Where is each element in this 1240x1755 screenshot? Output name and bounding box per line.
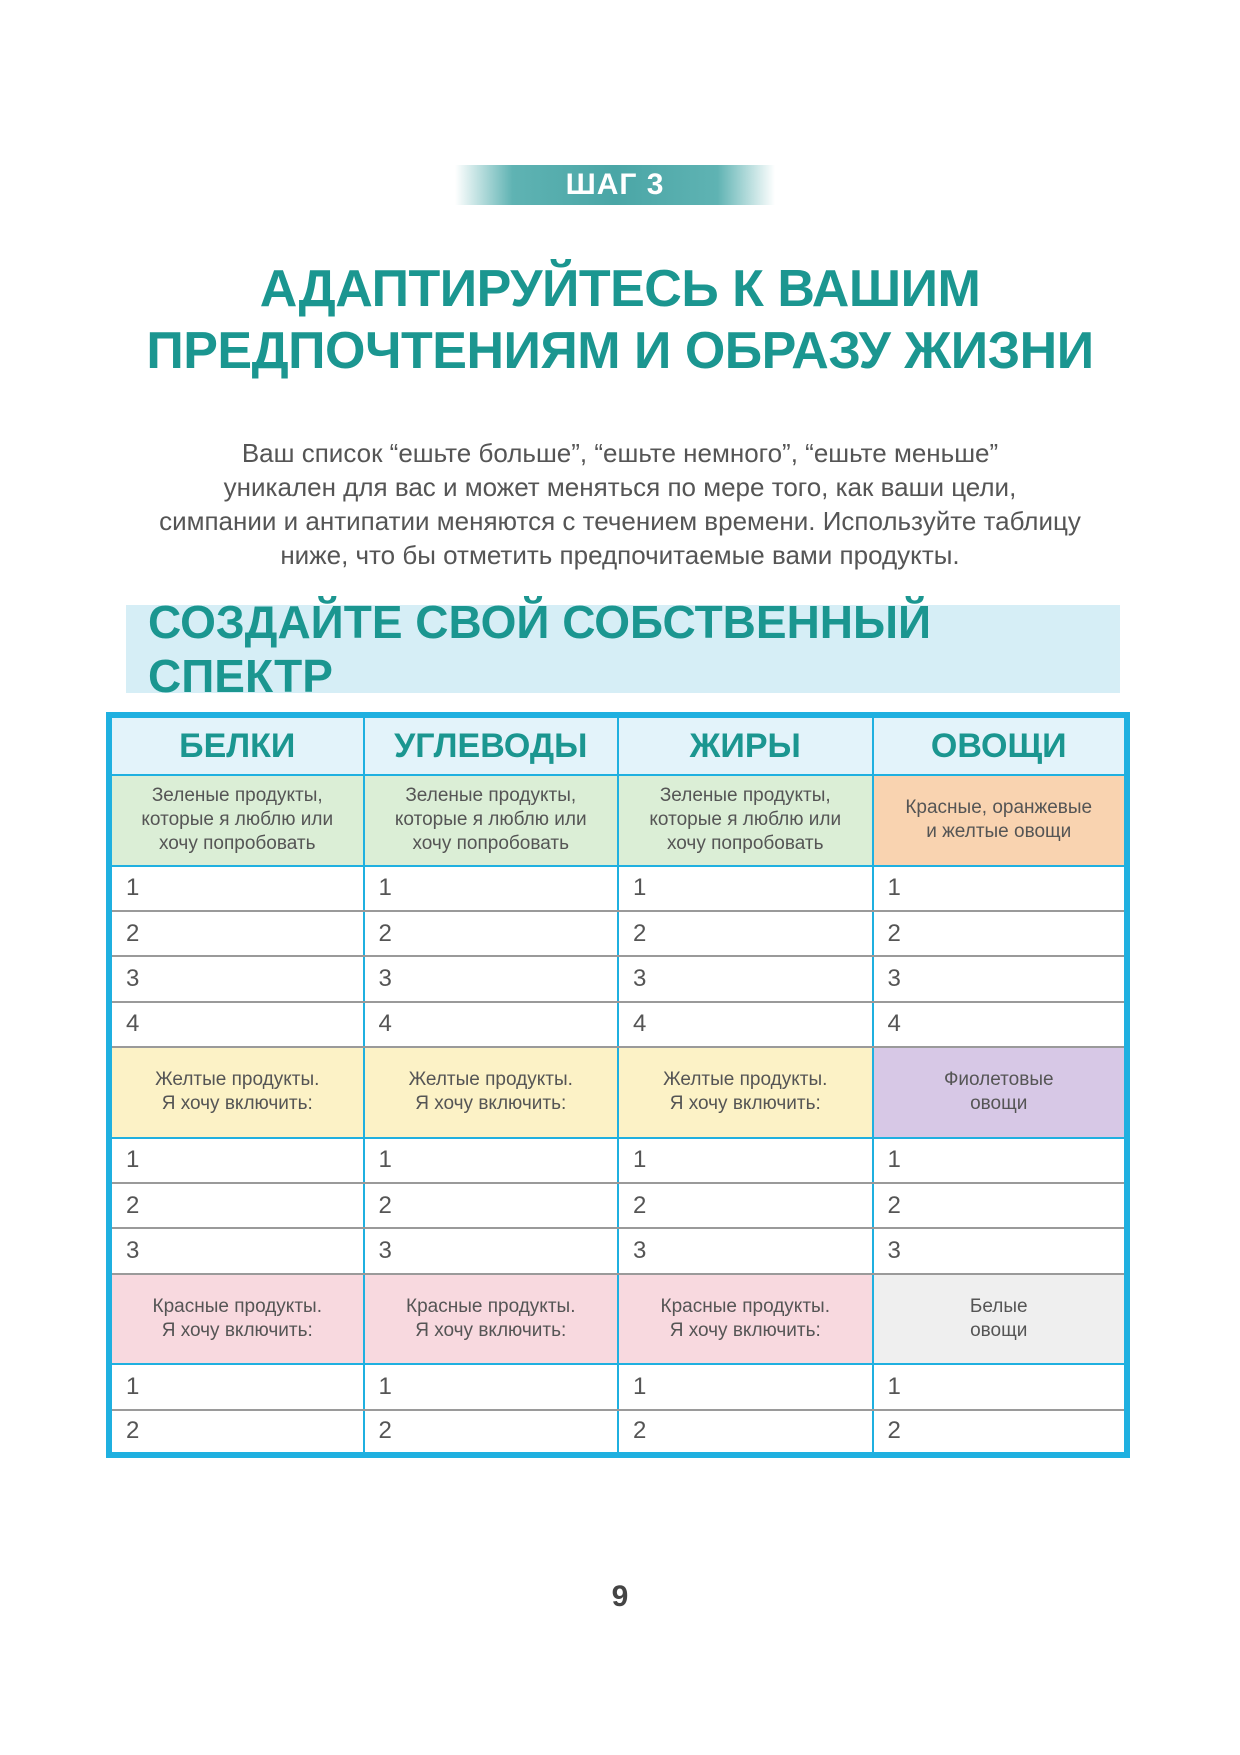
entry-cell[interactable]: 2 bbox=[618, 1410, 873, 1455]
category-row bbox=[109, 1047, 1127, 1138]
category-cell bbox=[873, 775, 1128, 866]
category-text: Фиолетовые bbox=[943, 1069, 1054, 1091]
category-text: хочу попробовать bbox=[412, 833, 569, 855]
entry-cell[interactable]: 1 bbox=[364, 1138, 619, 1183]
page-title-line: ПРЕДПОЧТЕНИЯМ И ОБРАЗУ ЖИЗНИ bbox=[146, 322, 1094, 380]
entry-cell[interactable]: 1 bbox=[109, 1364, 364, 1409]
category-text: Я хочу включить: bbox=[415, 1093, 567, 1115]
entry-cell[interactable]: 1 bbox=[364, 1364, 619, 1409]
category-cell bbox=[618, 1047, 873, 1138]
entry-cell[interactable]: 3 bbox=[109, 1228, 364, 1273]
entry-cell[interactable]: 3 bbox=[618, 956, 873, 1001]
step-badge bbox=[455, 165, 775, 205]
intro-line: уникален для вас и может меняться по мере того, как ваши цели, bbox=[223, 472, 1017, 502]
entry-cell[interactable]: 4 bbox=[873, 1002, 1128, 1047]
category-text: Зеленые продукты, bbox=[151, 785, 323, 807]
step-label: ШАГ 3 bbox=[565, 168, 665, 201]
category-text: Желтые продукты. bbox=[155, 1069, 320, 1091]
entry-row bbox=[109, 911, 1127, 956]
category-text: Белые bbox=[969, 1295, 1028, 1317]
entry-cell[interactable]: 2 bbox=[109, 1410, 364, 1455]
entry-cell[interactable]: 2 bbox=[873, 1183, 1128, 1228]
entry-cell[interactable]: 3 bbox=[873, 956, 1128, 1001]
intro-line: симпании и антипатии меняются с течением времени. Используйте таблицу bbox=[159, 506, 1081, 536]
entry-cell[interactable]: 3 bbox=[873, 1228, 1128, 1273]
category-row bbox=[109, 1274, 1127, 1365]
column-header-vegetables: ОВОЩИ bbox=[873, 715, 1128, 775]
entry-cell[interactable]: 2 bbox=[618, 911, 873, 956]
category-text: которые я люблю или bbox=[141, 809, 334, 831]
category-row bbox=[109, 775, 1127, 866]
entry-cell[interactable]: 3 bbox=[109, 956, 364, 1001]
category-text: Красные продукты. bbox=[152, 1295, 322, 1317]
header-row bbox=[109, 715, 1127, 775]
entry-row bbox=[109, 1410, 1127, 1455]
category-text: и желтые овощи bbox=[926, 821, 1072, 843]
category-cell bbox=[873, 1047, 1128, 1138]
category-cell bbox=[618, 1274, 873, 1365]
category-text: Я хочу включить: bbox=[669, 1319, 821, 1341]
category-text: которые я люблю или bbox=[649, 809, 842, 831]
category-text: Я хочу включить: bbox=[161, 1319, 313, 1341]
entry-cell[interactable]: 1 bbox=[618, 1364, 873, 1409]
entry-cell[interactable]: 2 bbox=[364, 1410, 619, 1455]
entry-cell[interactable]: 2 bbox=[618, 1183, 873, 1228]
entry-cell[interactable]: 3 bbox=[618, 1228, 873, 1273]
column-header-carbs: УГЛЕВОДЫ bbox=[364, 715, 619, 775]
entry-cell[interactable]: 2 bbox=[109, 911, 364, 956]
category-text: которые я люблю или bbox=[394, 809, 587, 831]
entry-cell[interactable]: 1 bbox=[109, 1138, 364, 1183]
entry-cell[interactable]: 1 bbox=[873, 866, 1128, 911]
category-cell bbox=[618, 775, 873, 866]
intro-line: ниже, что бы отметить предпочитаемые вами продукты. bbox=[280, 540, 960, 570]
banner-title: СОЗДАЙТЕ СВОЙ СОБСТВЕННЫЙ СПЕКТР bbox=[148, 596, 932, 702]
entry-cell[interactable]: 4 bbox=[618, 1002, 873, 1047]
entry-cell[interactable]: 3 bbox=[364, 1228, 619, 1273]
category-cell bbox=[109, 1274, 364, 1365]
entry-cell[interactable]: 2 bbox=[873, 911, 1128, 956]
category-cell bbox=[364, 775, 619, 866]
entry-cell[interactable]: 4 bbox=[364, 1002, 619, 1047]
page-number: 9 bbox=[611, 1580, 629, 1613]
entry-row bbox=[109, 1364, 1127, 1409]
category-text: Зеленые продукты, bbox=[659, 785, 831, 807]
category-text: Я хочу включить: bbox=[415, 1319, 567, 1341]
entry-row bbox=[109, 1183, 1127, 1228]
category-text: Желтые продукты. bbox=[408, 1069, 573, 1091]
entry-cell[interactable]: 2 bbox=[109, 1183, 364, 1228]
category-text: Красные, оранжевые bbox=[905, 797, 1093, 819]
category-text: Красные продукты. bbox=[660, 1295, 830, 1317]
category-text: Желтые продукты. bbox=[663, 1069, 828, 1091]
category-cell bbox=[364, 1274, 619, 1365]
entry-row bbox=[109, 1002, 1127, 1047]
page-title bbox=[0, 258, 1240, 382]
category-text: Я хочу включить: bbox=[161, 1093, 313, 1115]
category-cell bbox=[364, 1047, 619, 1138]
entry-row bbox=[109, 1228, 1127, 1273]
category-text: хочу попробовать bbox=[159, 833, 316, 855]
intro-line: Ваш список “ешьте больше”, “ешьте немного”, “ешьте меньше” bbox=[241, 438, 999, 468]
intro-paragraph bbox=[110, 436, 1130, 572]
entry-cell[interactable]: 4 bbox=[109, 1002, 364, 1047]
section-banner bbox=[126, 596, 1120, 702]
entry-cell[interactable]: 3 bbox=[364, 956, 619, 1001]
entry-cell[interactable]: 1 bbox=[618, 1138, 873, 1183]
column-header-fats: ЖИРЫ bbox=[618, 715, 873, 775]
category-text: хочу попробовать bbox=[667, 833, 824, 855]
spectrum-table bbox=[106, 712, 1130, 1458]
category-cell bbox=[109, 1047, 364, 1138]
category-cell bbox=[109, 775, 364, 866]
table-body bbox=[109, 775, 1127, 1455]
category-text: Зеленые продукты, bbox=[405, 785, 577, 807]
category-text: Я хочу включить: bbox=[669, 1093, 821, 1115]
entry-cell[interactable]: 1 bbox=[873, 1364, 1128, 1409]
entry-row bbox=[109, 956, 1127, 1001]
entry-cell[interactable]: 1 bbox=[109, 866, 364, 911]
entry-cell[interactable]: 2 bbox=[873, 1410, 1128, 1455]
entry-cell[interactable]: 2 bbox=[364, 911, 619, 956]
entry-cell[interactable]: 1 bbox=[618, 866, 873, 911]
entry-cell[interactable]: 1 bbox=[873, 1138, 1128, 1183]
entry-row bbox=[109, 1138, 1127, 1183]
column-header-proteins: БЕЛКИ bbox=[109, 715, 364, 775]
category-cell bbox=[873, 1274, 1128, 1365]
page-title-line: АДАПТИРУЙТЕСЬ К ВАШИМ bbox=[259, 260, 981, 318]
category-text: овощи bbox=[970, 1093, 1028, 1115]
category-text: Красные продукты. bbox=[406, 1295, 576, 1317]
entry-cell[interactable]: 2 bbox=[364, 1183, 619, 1228]
category-text: овощи bbox=[970, 1319, 1028, 1341]
entry-cell[interactable]: 1 bbox=[364, 866, 619, 911]
entry-row bbox=[109, 866, 1127, 911]
